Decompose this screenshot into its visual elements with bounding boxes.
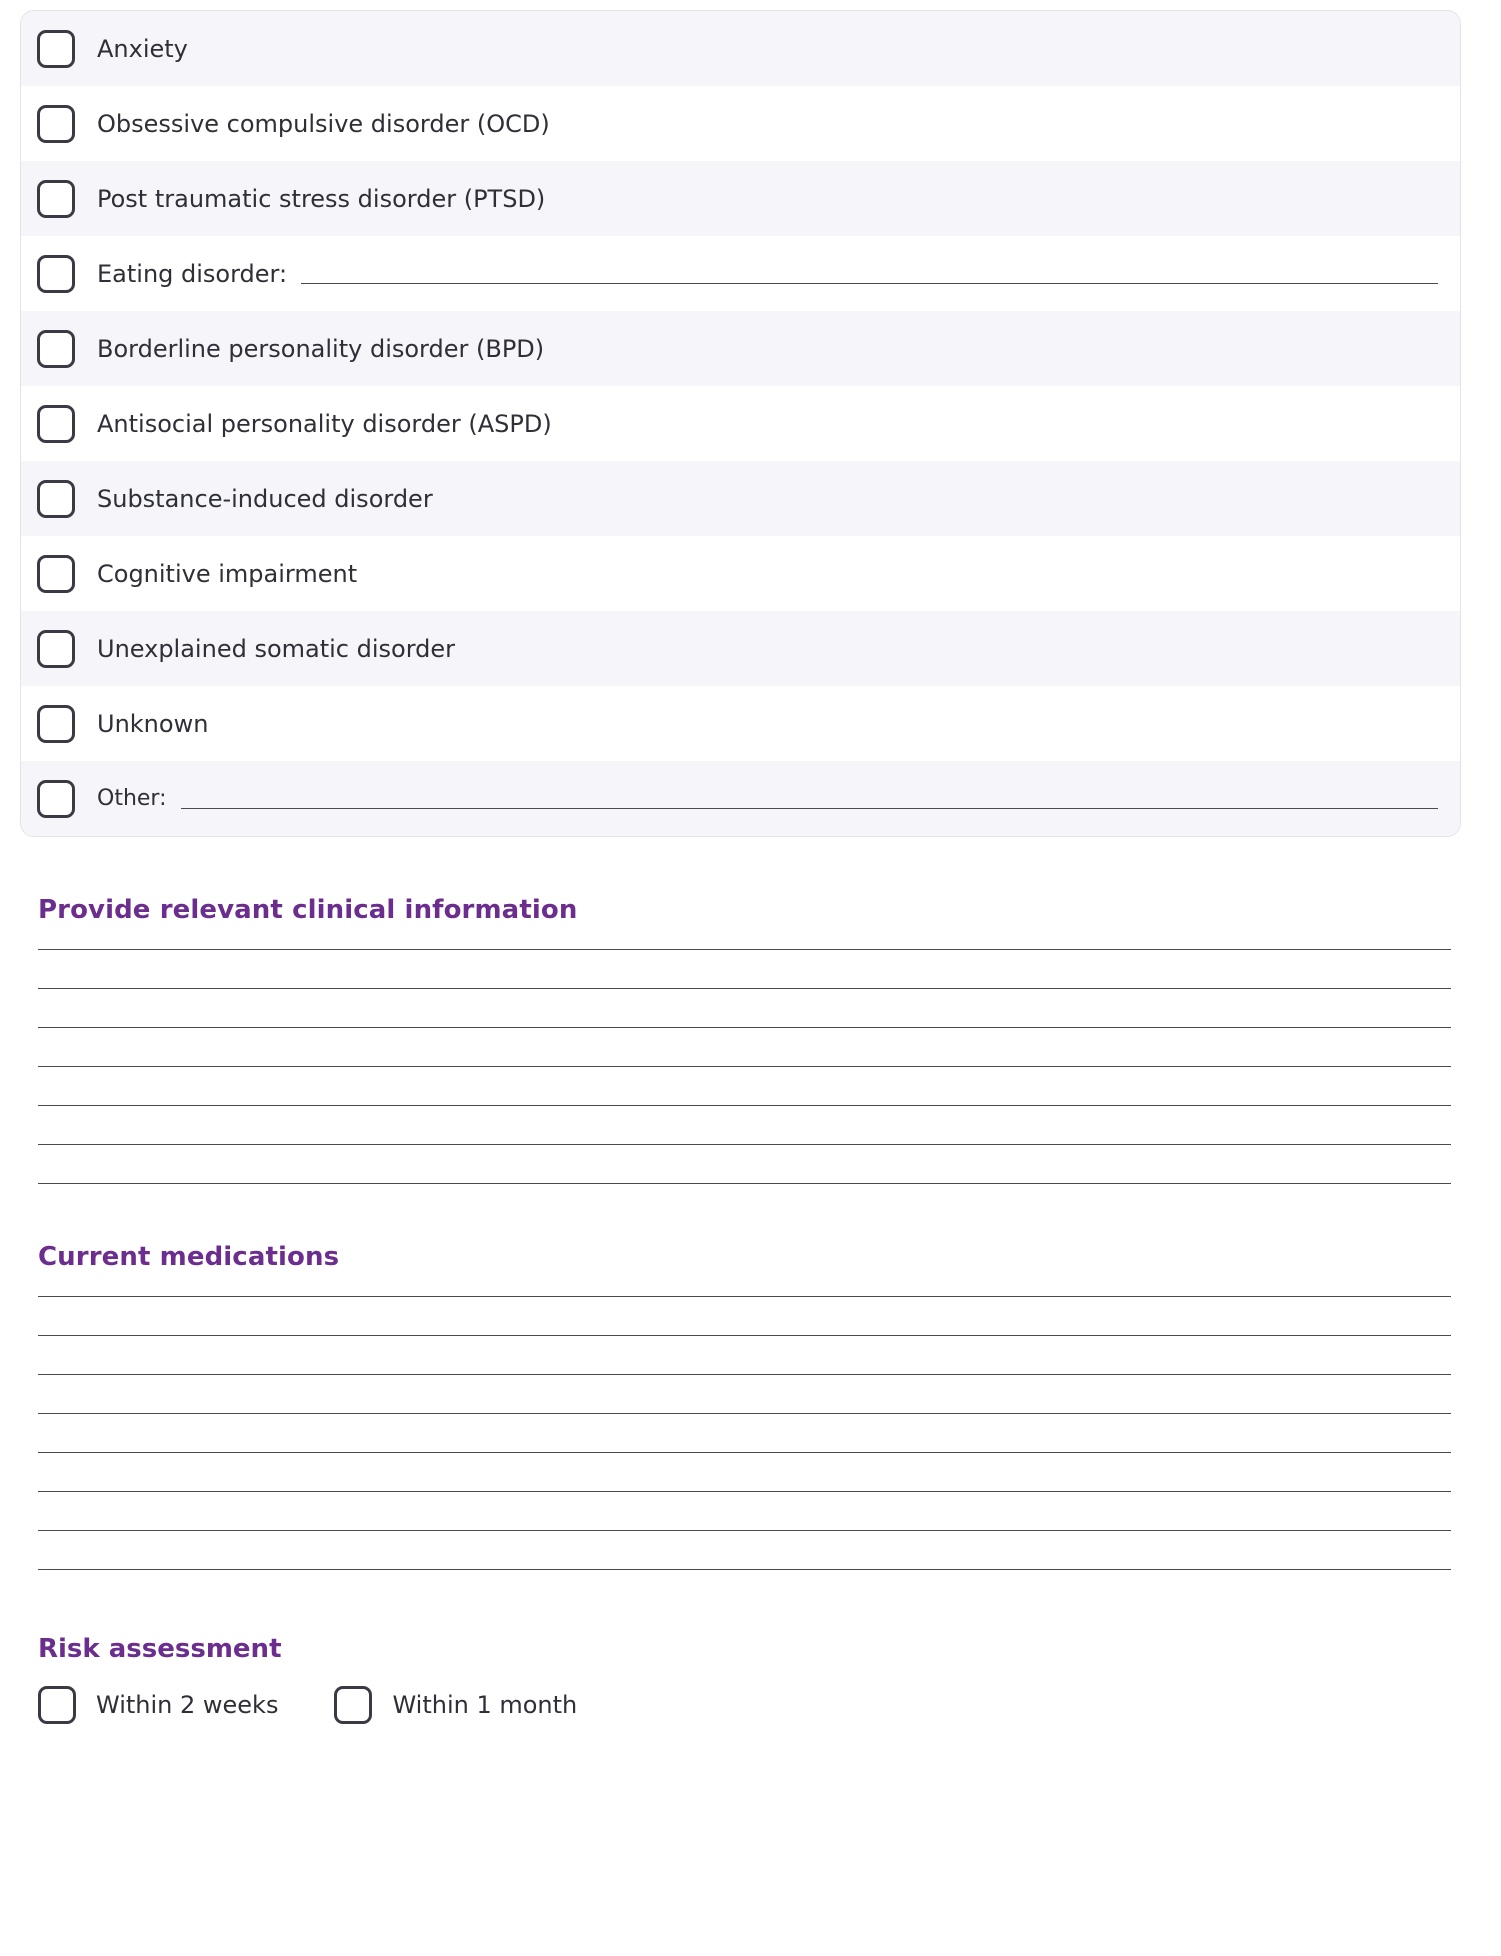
checkbox-icon[interactable]: [37, 180, 75, 218]
checklist-row[interactable]: [21, 386, 1460, 461]
diagnosis-checklist: [20, 10, 1461, 837]
write-in-line[interactable]: [38, 1027, 1451, 1028]
section-heading: Risk assessment: [38, 1634, 282, 1664]
current-medications-lines[interactable]: [38, 1296, 1451, 1570]
checklist-label: Post traumatic stress disorder (PTSD): [97, 184, 546, 213]
checkbox-icon[interactable]: [38, 1686, 76, 1724]
current-medications-section: [28, 1242, 1461, 1570]
checklist-row[interactable]: [21, 611, 1460, 686]
checklist-label: Unexplained somatic disorder: [97, 634, 456, 663]
write-in-line[interactable]: [38, 1183, 1451, 1184]
checklist-label: Other:: [97, 786, 167, 811]
checklist-row[interactable]: [21, 461, 1460, 536]
risk-option-within-2-weeks[interactable]: [38, 1686, 278, 1724]
clinical-information-lines[interactable]: [38, 949, 1451, 1184]
checklist-label: Substance-induced disorder: [97, 484, 433, 513]
checkbox-icon[interactable]: [37, 30, 75, 68]
clinical-information-section: [28, 895, 1461, 1184]
checklist-row[interactable]: [21, 536, 1460, 611]
checklist-label: Cognitive impairment: [97, 559, 358, 588]
checklist-label: Eating disorder:: [97, 259, 288, 288]
checkbox-icon[interactable]: [37, 705, 75, 743]
checkbox-icon[interactable]: [37, 780, 75, 818]
write-in-line[interactable]: [38, 1530, 1451, 1531]
checkbox-icon[interactable]: [37, 405, 75, 443]
section-heading: Provide relevant clinical information: [38, 895, 578, 925]
eating-disorder-write-in-line[interactable]: [301, 283, 1438, 284]
checkbox-icon[interactable]: [334, 1686, 372, 1724]
write-in-line[interactable]: [38, 1296, 1451, 1297]
risk-option-within-1-month[interactable]: [334, 1686, 577, 1724]
risk-assessment-options: [38, 1686, 1461, 1724]
checkbox-icon[interactable]: [37, 480, 75, 518]
write-in-line[interactable]: [38, 1452, 1451, 1453]
write-in-line[interactable]: [38, 1413, 1451, 1414]
write-in-line[interactable]: [38, 988, 1451, 989]
write-in-line[interactable]: [38, 949, 1451, 950]
checklist-row[interactable]: [21, 686, 1460, 761]
checklist-row[interactable]: [21, 761, 1460, 836]
other-write-in-line[interactable]: [181, 808, 1439, 809]
checkbox-icon[interactable]: [37, 105, 75, 143]
checklist-label: Borderline personality disorder (BPD): [97, 334, 545, 363]
write-in-line[interactable]: [38, 1105, 1451, 1106]
risk-option-label: Within 1 month: [392, 1691, 578, 1719]
checkbox-icon[interactable]: [37, 630, 75, 668]
checklist-row[interactable]: [21, 161, 1460, 236]
checkbox-icon[interactable]: [37, 555, 75, 593]
checklist-row[interactable]: [21, 86, 1460, 161]
write-in-line[interactable]: [38, 1066, 1451, 1067]
checklist-label: Obsessive compulsive disorder (OCD): [97, 109, 550, 138]
write-in-line[interactable]: [38, 1374, 1451, 1375]
write-in-line[interactable]: [38, 1335, 1451, 1336]
checklist-label: Anxiety: [97, 34, 188, 63]
checklist-label: Antisocial personality disorder (ASPD): [97, 409, 552, 438]
checkbox-icon[interactable]: [37, 330, 75, 368]
risk-option-label: Within 2 weeks: [96, 1691, 279, 1719]
checklist-row[interactable]: [21, 11, 1460, 86]
checklist-label: Unknown: [97, 709, 209, 738]
checklist-row[interactable]: [21, 236, 1460, 311]
checklist-row[interactable]: [21, 311, 1460, 386]
write-in-line[interactable]: [38, 1144, 1451, 1145]
write-in-line[interactable]: [38, 1491, 1451, 1492]
write-in-line[interactable]: [38, 1569, 1451, 1570]
risk-assessment-section: [28, 1634, 1461, 1724]
section-heading: Current medications: [38, 1242, 340, 1272]
checkbox-icon[interactable]: [37, 255, 75, 293]
